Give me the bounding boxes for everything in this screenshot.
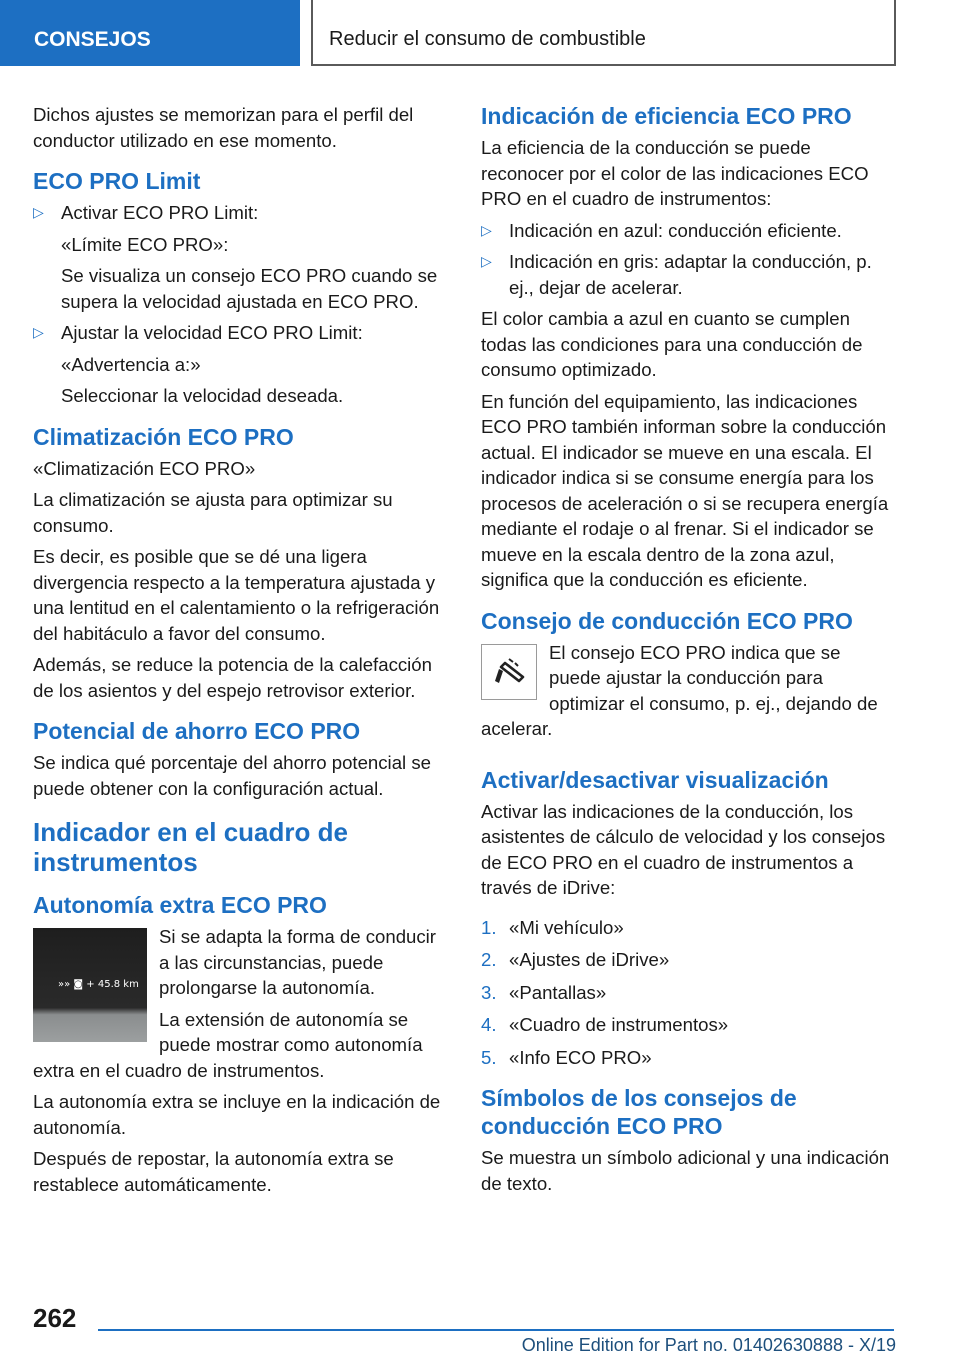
- chapter-title: Reducir el consumo de combustible: [311, 0, 896, 66]
- footer-edition: Online Edition for Part no. 01402630888 - X/19: [521, 1335, 896, 1355]
- triangle-bullet-icon: ▷: [481, 253, 492, 269]
- triangle-bullet-icon: ▷: [33, 204, 44, 220]
- step-text: «Info ECO PRO»: [509, 1046, 652, 1068]
- list-item: [481, 1045, 895, 1071]
- list-item: [481, 947, 895, 973]
- eco-limit-heading: ECO PRO Limit: [33, 168, 201, 194]
- clima-p2: La climatización se ajusta para optimizar su consumo.: [33, 489, 393, 536]
- simbolos-heading: Símbolos de los consejos de conducción ECO PRO: [481, 1085, 797, 1139]
- bullet-sub: «Límite ECO PRO»:: [61, 233, 229, 255]
- autonomia-p2: La extensión de autonomía se puede mostrar como autonomía extra en el cuadro de instrumentos.: [33, 1008, 423, 1081]
- driving-tip-foot-icon: [481, 644, 537, 700]
- list-item: [481, 915, 895, 941]
- autonomia-display-image: [33, 928, 147, 1042]
- clima-p3: Es decir, es posible que se dé una ligera divergencia respecto a la temperatura ajustada y una lentitud en el calentamiento o la refrigeración del habitáculo a favor del consumo.: [33, 546, 440, 644]
- left-column: [33, 102, 445, 1203]
- eficiencia-heading: Indicación de eficiencia ECO PRO: [481, 103, 852, 129]
- ahorro-heading: Potencial de ahorro ECO PRO: [33, 718, 361, 744]
- page-number: 262: [33, 1303, 77, 1333]
- list-item: [481, 218, 895, 244]
- bullet-sub: «Advertencia a:»: [61, 353, 201, 375]
- step-text: «Cuadro de instrumentos»: [509, 1014, 729, 1035]
- step-number: 5.: [481, 1046, 497, 1068]
- list-item: [33, 200, 445, 314]
- bullet-text: Ajustar la velocidad ECO PRO Limit:: [61, 322, 363, 343]
- simbolos-p1: Se muestra un símbolo adicional y una indicación de texto.: [481, 1147, 890, 1194]
- list-item: [33, 320, 445, 409]
- triangle-bullet-icon: ▷: [33, 324, 44, 340]
- bullet-sub: Seleccionar la velocidad deseada.: [61, 385, 344, 406]
- eficiencia-p1: La eficiencia de la conducción se puede reconocer por el color de las indicaciones ECO PRO en el cuadro de instrumentos:: [481, 137, 869, 209]
- intro-paragraph: Dichos ajustes se memorizan para el perfil del conductor utilizado en ese momento.: [33, 104, 414, 151]
- clima-p1: «Climatización ECO PRO»: [33, 457, 256, 479]
- step-number: 3.: [481, 981, 497, 1003]
- autonomia-p3: La autonomía extra se incluye en la indicación de autonomía.: [33, 1091, 441, 1138]
- consejo-p1: El consejo ECO PRO indica que se puede ajustar la conducción para optimizar el consumo, p. ej., dejando de acelerar.: [481, 641, 878, 739]
- step-text: «Mi vehículo»: [509, 916, 624, 938]
- step-text: «Pantallas»: [509, 981, 607, 1003]
- bullet-text: Activar ECO PRO Limit:: [61, 202, 259, 223]
- autonomia-display-text: »» ◙ + 45.8 km: [58, 979, 139, 990]
- list-item: [481, 249, 895, 300]
- bullet-text: Indicación en azul: conducción eficiente.: [509, 219, 842, 241]
- list-item: [481, 980, 895, 1006]
- footer-divider: [98, 1329, 894, 1331]
- list-item: [481, 1012, 895, 1038]
- right-column: [481, 102, 895, 1202]
- activar-heading: Activar/desactivar visualización: [481, 766, 829, 793]
- eficiencia-p2: El color cambia a azul en cuanto se cumplen todas las condiciones para una conducción de consumo optimizado.: [481, 308, 863, 380]
- autonomia-p4: Después de repostar, la autonomía extra se restablece automáticamente.: [33, 1148, 394, 1195]
- step-number: 2.: [481, 949, 497, 970]
- autonomia-heading: Autonomía extra ECO PRO: [33, 892, 327, 918]
- indicador-heading: Indicador en el cuadro de instrumentos: [33, 817, 348, 877]
- ahorro-p1: Se indica qué porcentaje del ahorro potencial se puede obtener con la configuración actual.: [33, 752, 431, 799]
- section-tab: CONSEJOS: [0, 0, 300, 66]
- eficiencia-p3: En función del equipamiento, las indicaciones ECO PRO también informan sobre la conducción actual. El indicador se mueve en una escala. El indicador indica si se consume energía para los procesos de aceleración o si se recupera energía mediante el rodaje o al frenar. Si el indicador se mueve en la escala dentro de la zona azul, significa que la conducción es eficiente.: [481, 390, 889, 590]
- step-number: 1.: [481, 916, 497, 938]
- bullet-text: Indicación en gris: adaptar la conducción, p. ej., dejar de acelerar.: [509, 251, 872, 298]
- clima-p4: Además, se reduce la potencia de la calefacción de los asientos y del espejo retrovisor exterior.: [33, 654, 432, 701]
- bullet-sub: Se visualiza un consejo ECO PRO cuando se supera la velocidad ajustada en ECO PRO.: [61, 265, 438, 312]
- step-text: «Ajustes de iDrive»: [509, 949, 670, 970]
- clima-heading: Climatización ECO PRO: [33, 423, 294, 450]
- triangle-bullet-icon: ▷: [481, 221, 492, 238]
- activar-p1: Activar las indicaciones de la conducción, los asistentes de cálculo de velocidad y los consejos de ECO PRO en el cuadro de instrumentos a través de iDrive:: [481, 800, 886, 898]
- autonomia-p1: Si se adapta la forma de conducir a las circunstancias, puede prolongarse la autonomía.: [159, 926, 436, 998]
- step-number: 4.: [481, 1014, 497, 1035]
- consejo-heading: Consejo de conducción ECO PRO: [481, 607, 853, 634]
